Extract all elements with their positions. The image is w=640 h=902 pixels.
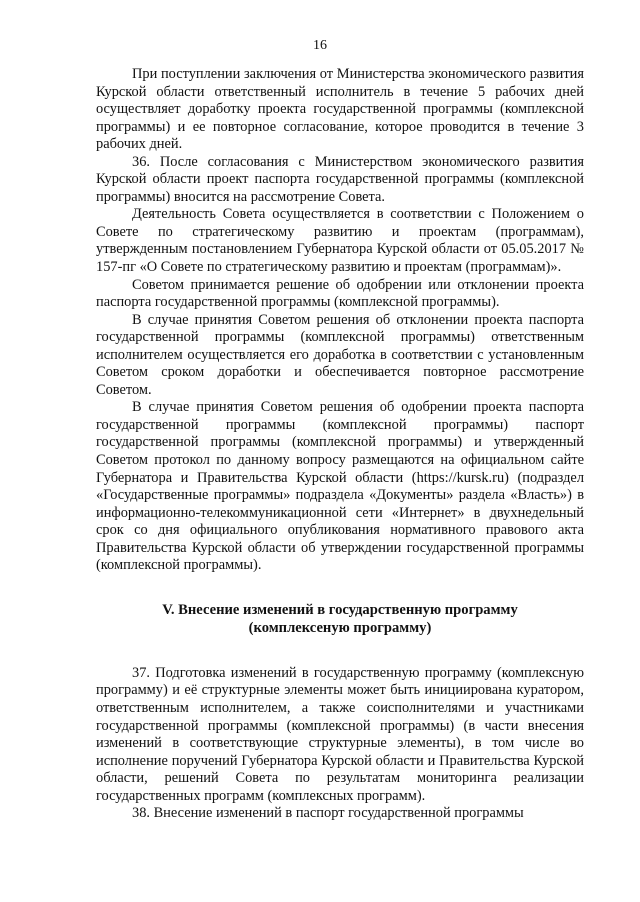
paragraph-council-activity: Деятельность Совета осуществляется в соответствии с Положением о Совете по стратегическому развитию и проектам (программам), утвержденным постановлением Губернатора Курской области от 05.05.2017 № 157-пг «О Совете по стратегическому развитию и проектам (программам)». — [96, 206, 584, 276]
paragraph-36: 36. После согласования с Министерством экономического развития Курской области проект паспорта государственной программы (комплексной программы) вносится на рассмотрение Совета. — [96, 153, 584, 205]
paragraph-37: 37. Подготовка изменений в государственную программу (комплексную программу) и её структурные элементы может быть инициирована куратором, ответственным исполнителем, а также соисполнителями и участниками государственной программы (комплексной программы) (в части внесения изменений в соответствующие структурные элементы), в том числе во исполнение поручений Губернатора Курской области и Правительства Курской области, решений Совета по результатам мониторинга реализации государственных программ (комплексных программ). — [96, 664, 584, 804]
page-number: 16 — [313, 38, 327, 53]
section-heading-line-1: V. Внесение изменений в государственную программу — [162, 601, 518, 618]
paragraph-38: 38. Внесение изменений в паспорт государственной программы — [132, 805, 524, 822]
section-heading — [96, 601, 584, 637]
section-heading-line-2: (комплексеную программу) — [248, 619, 432, 636]
paragraph-revision-after-conclusion: При поступлении заключения от Министерства экономического развития Курской области ответственный исполнитель в течение 5 рабочих дней осуществляет доработку проекта государственной программы (комплексной программы) и ее повторное согласование, которое проводится в течение 3 рабочих дней. — [96, 66, 584, 153]
paragraph-rejection-case: В случае принятия Советом решения об отклонении проекта паспорта государственной программы (комплексной программы) ответственным исполнителем осуществляется его доработка в соответствии с установленным Советом сроком доработки и обеспечивается повторное рассмотрение Советом. — [96, 311, 584, 398]
paragraph-approval-case: В случае принятия Советом решения об одобрении проекта паспорта государственной программы (комплексной программы) паспорт государственной программы (комплексной программы) и утвержденный Советом протокол по данному вопросу размещаются на официальном сайте Губернатора и Правительства Курской области (https://kursk.ru) (подраздел «Государственные программы» подраздела «Документы» раздела «Власть») в информационно-телекоммуникационной сети «Интернет» в двухнедельный срок со дня официального опубликования нормативного правового акта Правительства Курской области об утверждении государственной программы (комплексной программы). — [96, 399, 584, 574]
document-body — [96, 66, 584, 823]
paragraph-council-decision: Советом принимается решение об одобрении или отклонении проекта паспорта государственной программы (комплексной программы). — [96, 276, 584, 311]
